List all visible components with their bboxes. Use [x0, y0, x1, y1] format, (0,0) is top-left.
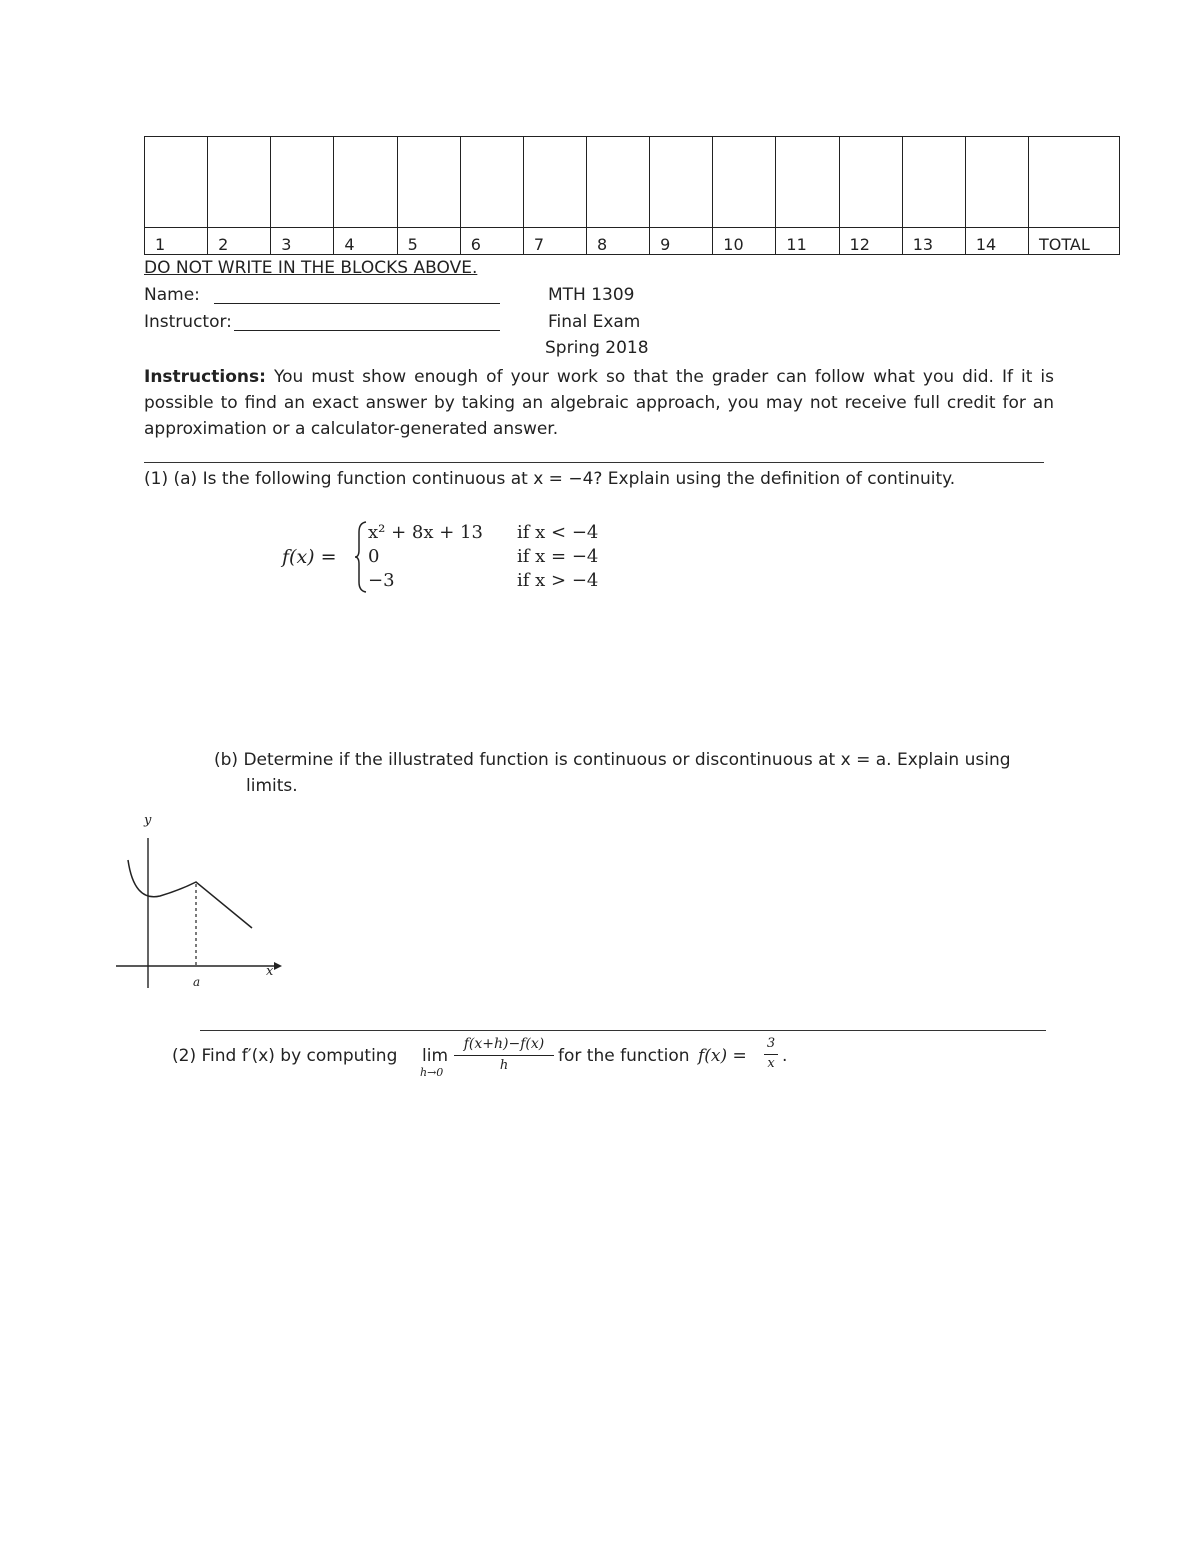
divider: [144, 462, 1044, 463]
case-2-expr: 0: [368, 546, 380, 567]
grade-label: 12: [839, 228, 902, 255]
grade-box-13[interactable]: [902, 137, 965, 228]
a-label: a: [193, 975, 201, 989]
case-3-cond: if x > −4: [517, 570, 599, 591]
function-curve: [128, 860, 252, 928]
problem-2-prefix: (2) Find f′(x) by computing: [172, 1046, 398, 1066]
grade-label: 1: [145, 228, 208, 255]
grade-label: 5: [397, 228, 460, 255]
problem-1b-text: (b) Determine if the illustrated function is continuous or discontinuous at x = a. Explain using: [214, 750, 1011, 770]
grade-label: 4: [334, 228, 397, 255]
instructions-text: You must show enough of your work so that the grader can follow what you did. If it is possible to find an exact answer by taking an algebraic approach, you may not receive full credit for an approximation or a calculator-generated answer.: [144, 367, 1054, 439]
x-label: x: [266, 964, 274, 979]
course-code: MTH 1309: [548, 285, 635, 305]
problem-2-func: f(x) =: [698, 1046, 747, 1066]
fraction-bar: [454, 1055, 554, 1056]
grade-box-5[interactable]: [397, 137, 460, 228]
divider: [200, 1030, 1046, 1031]
grade-label: 10: [713, 228, 776, 255]
grade-box-3[interactable]: [271, 137, 334, 228]
problem-1a-text: (1) (a) Is the following function continuous at x = −4? Explain using the definition of continuity.: [144, 469, 956, 489]
frac-numerator: 3: [766, 1036, 776, 1051]
grade-box-9[interactable]: [650, 137, 713, 228]
frac-denominator: x: [767, 1056, 775, 1071]
left-brace: [354, 520, 368, 594]
lim-text: lim: [422, 1046, 449, 1066]
diff-quotient-numerator: f(x+h)−f(x): [463, 1036, 545, 1052]
case-3-expr: −3: [368, 570, 395, 591]
frac-bar: [764, 1054, 778, 1055]
grade-box-14[interactable]: [965, 137, 1028, 228]
x-axis-arrow: [274, 962, 282, 970]
grade-box-8[interactable]: [586, 137, 649, 228]
function-graph: [110, 810, 290, 990]
grade-box-7[interactable]: [523, 137, 586, 228]
exam-title: Final Exam: [548, 312, 641, 332]
grade-box-2[interactable]: [208, 137, 271, 228]
grade-box-4[interactable]: [334, 137, 397, 228]
grade-box-10[interactable]: [713, 137, 776, 228]
problem-2-middle: for the function: [558, 1046, 690, 1066]
grade-box-11[interactable]: [776, 137, 839, 228]
diff-quotient-denominator: h: [499, 1058, 509, 1073]
grade-label: 11: [776, 228, 839, 255]
problem-1b-text-cont: limits.: [246, 776, 298, 796]
lim-subscript: h→0: [420, 1066, 444, 1079]
name-label: Name:: [144, 285, 200, 305]
y-label: y: [144, 813, 152, 828]
case-1-cond: if x < −4: [517, 522, 599, 543]
grade-label: 3: [271, 228, 334, 255]
name-field[interactable]: [214, 303, 500, 304]
grade-label: 6: [460, 228, 523, 255]
grade-label: 2: [208, 228, 271, 255]
grade-label: 13: [902, 228, 965, 255]
instructions-label: Instructions:: [144, 367, 266, 387]
instructions: [144, 364, 1054, 442]
grade-label: 8: [586, 228, 649, 255]
do-not-write-notice: DO NOT WRITE IN THE BLOCKS ABOVE.: [144, 258, 478, 278]
grade-box-12[interactable]: [839, 137, 902, 228]
grade-label: 14: [965, 228, 1028, 255]
grade-label: 7: [523, 228, 586, 255]
grade-table: [144, 136, 1120, 255]
grade-box-1[interactable]: [145, 137, 208, 228]
grade-label: 9: [650, 228, 713, 255]
instructor-field[interactable]: [234, 330, 500, 331]
case-2-cond: if x = −4: [517, 546, 599, 567]
grade-box-6[interactable]: [460, 137, 523, 228]
exam-term: Spring 2018: [545, 338, 649, 358]
grade-label-total: TOTAL: [1029, 228, 1120, 255]
case-1-expr: x² + 8x + 13: [368, 522, 483, 543]
piecewise-lhs: f(x) =: [282, 546, 337, 568]
problem-2-end: .: [782, 1046, 788, 1066]
instructor-label: Instructor:: [144, 312, 232, 332]
grade-box-total[interactable]: [1029, 137, 1120, 228]
